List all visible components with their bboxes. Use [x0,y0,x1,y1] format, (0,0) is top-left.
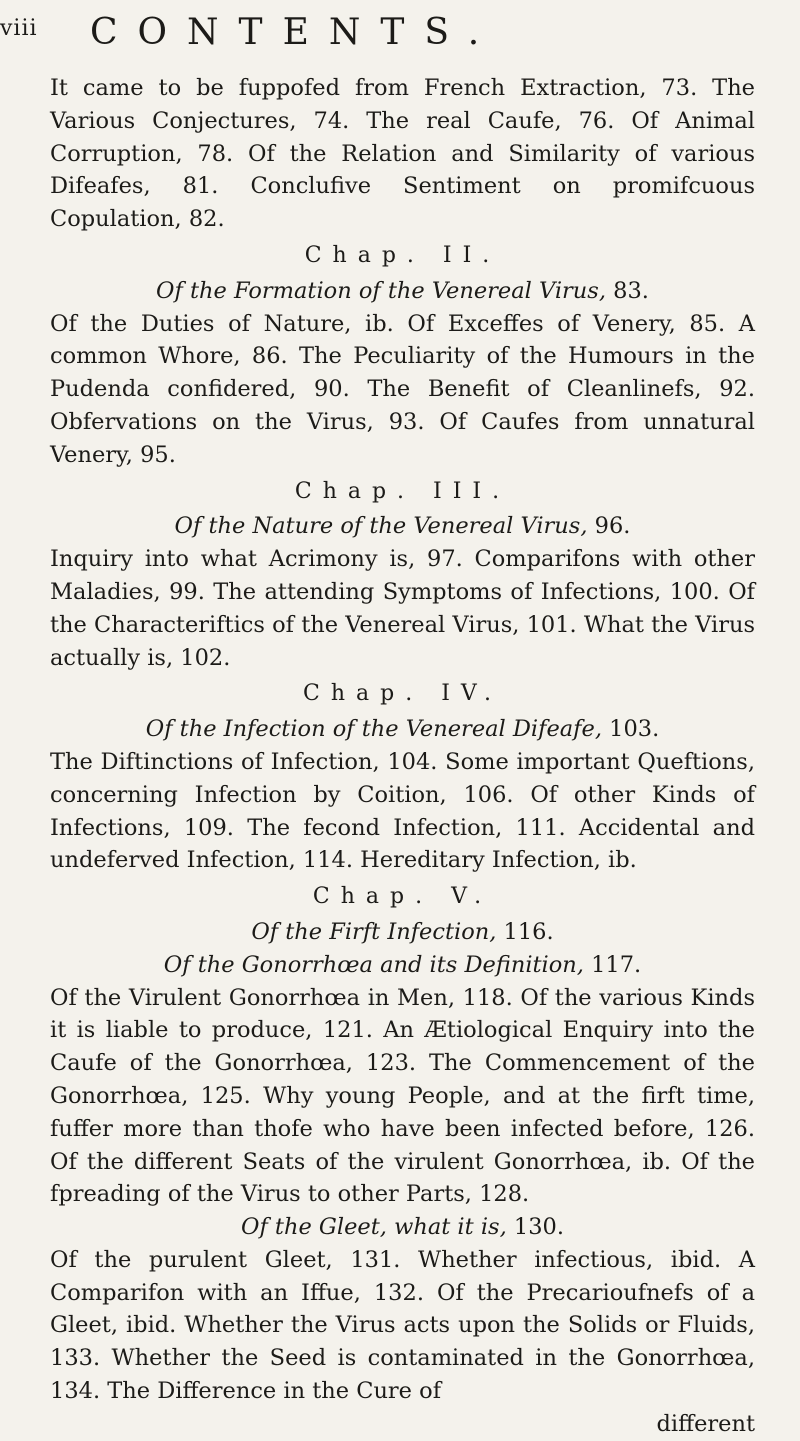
chapter-title-text: Of the Infection of the Venereal Difeafe, [145,716,602,743]
section-title [50,1211,755,1244]
chapter-title-text: Of the Firft Infection, [251,918,497,945]
running-head [0,12,800,62]
chapter-title [50,713,755,746]
chapter-body-continued: Of the purulent Gleet, 131. Whether infectious, ibid. A Comparifon with an Iffue, 132. Of the Precarioufnefs of a Gleet, ibid. Whether the Virus acts upon the Solids or Fluids, 133. Whether the Seed is contaminated in the Gonorrhœa, 134. The Difference in the Cure of [50,1246,755,1405]
chapter-title-page: 116. [503,918,554,945]
chapter-heading: Chap. III. [294,478,511,504]
chapter-title-page: 83. [613,277,649,304]
page-folio: viii [0,16,38,41]
chapter-subtitle [50,949,755,982]
chapter-body: Of the Virulent Gonorrhœa in Men, 118. Of the various Kinds it is liable to produce, 121. An Ætiological Enquiry into the Caufe of the Gonorrhœa, 123. The Commencement of the Gonorrhœa, 125. Why young People, and at the firft time, fuffer more than thofe who have been infected before, 126. Of the different Seats of the virulent Gonorrhœa, ib. Of the fpreading of the Virus to other Parts, 128. [50,984,755,1208]
chapter-title [50,916,755,949]
chapter-title-page: 96. [594,513,631,540]
catchword: different [656,1410,755,1437]
chapter-body: Inquiry into what Acrimony is, 97. Comparifons with other Maladies, 99. The attending Symptoms of Infections, 100. Of the Characteriftics of the Venereal Virus, 101. What the Virus actually is, 102. [50,546,755,671]
chapter-title [50,510,755,543]
intro-paragraph: It came to be fuppofed from French Extraction, 73. The Various Conjectures, 74. The real Caufe, 76. Of Animal Corruption, 78. Of the Relation and Similarity of various Difeafes, 81. Conclufive Sentiment on promifcuous Copulation, 82. [50,75,755,233]
chapter-title-page: 103. [609,716,660,743]
chapter-subtitle-page: 117. [591,951,642,978]
chapter-heading: Chap. V. [312,884,493,910]
section-title-page: 130. [513,1214,564,1241]
chapter-heading: Chap. IV. [303,681,502,707]
chapter-body: Of the Duties of Nature, ib. Of Exceffes of Venery, 85. A common Whore, 86. The Peculiarity of the Humours in the Pudenda confidered, 90. The Benefit of Cleanlinefs, 92. Obfervations on the Virus, 93. Of Caufes from unnatural Venery, 95. [50,310,755,468]
chapter-subtitle-text: Of the Gonorrhœa and its Definition, [163,951,584,978]
chapter-title-text: Of the Nature of the Venereal Virus, [174,513,588,540]
contents-text [50,72,755,1441]
running-head-title: CONTENTS. [90,12,500,53]
section-title-text: Of the Gleet, what it is, [241,1214,507,1241]
chapter-body: The Diftinctions of Infection, 104. Some important Queftions, concerning Infection by Coition, 106. Of other Kinds of Infections, 109. The fecond Infection, 111. Accidental and undeferved Infection, 114. Hereditary Infection, ib. [50,748,755,874]
chapter-title [50,275,755,308]
chapter-title-text: Of the Formation of the Venereal Virus, [156,277,606,304]
chapter-heading: Chap. II. [304,242,501,268]
